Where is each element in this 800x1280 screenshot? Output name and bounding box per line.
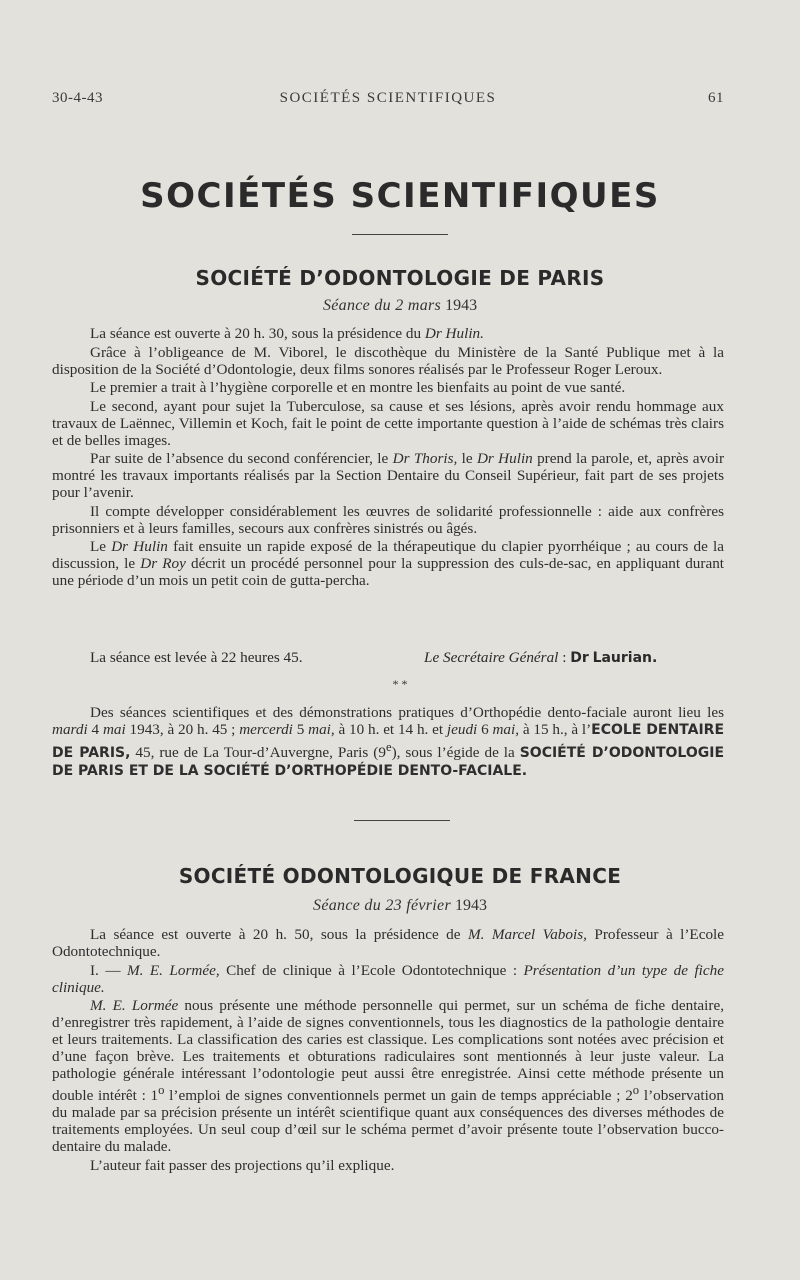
section2-body bbox=[52, 926, 724, 1175]
announcement bbox=[52, 704, 724, 782]
section2-paragraph: L’auteur fait passer des projections qu’il explique. bbox=[90, 1156, 395, 1174]
section2-title: SOCIÉTÉ ODONTOLOGIQUE DE FRANCE bbox=[178, 864, 622, 888]
header-running-title: SOCIÉTÉS SCIENTIFIQUES bbox=[279, 90, 497, 106]
running-header bbox=[52, 90, 724, 112]
section1-seance-year: 1943 bbox=[445, 297, 478, 314]
title-divider bbox=[352, 234, 448, 235]
section1-seance-date bbox=[0, 297, 800, 315]
section-divider bbox=[354, 820, 450, 821]
section1-paragraph: Grâce à l’obligeance de M. Viborel, le discothèque du Ministère de la Santé Publique met à la disposition de la Société d’Odontologie, deux films sonores réalisés par le Professeur Roger Leroux. bbox=[52, 343, 724, 378]
section1-paragraph: Le Dr Hulin fait ensuite un rapide exposé de la thérapeutique du clapier pyorrhéique ; au cours de la discussion, le Dr Roy décrit un procédé personnel pour la suppression des culs-de-sac, en appliquant durant une période d’un mois un petit coin de gutta-percha. bbox=[52, 538, 725, 589]
section2-paragraph: M. E. Lormée nous présente une méthode personnelle qui permet, sur un schéma de fiche dentaire, d’enregistrer très rapidement, à l’aide de signes conventionnels, tous les diagnostics de la pathologie dentaire et leurs traitements. La classification des caries est classique. Les complications sont notées avec précision et d’une façon brève. Les traitements et obturations radiculaires sont mentionnés à leur juste valeur. La pathologie générale intéressant l’odontologie peut aussi être enregistrée. Ainsi cette méthode présente un double intérêt : 1$^o$ l’emploi de signes conventionnels permet un gain de temps appréciable ; 2$^o$ l’observation du malade par sa précision présente un intérêt scientifique quant aux conséquences des diverses méthodes de traitements employées. Un seul coup d’œil sur le schéma permet d’avoir présente toute l’observation bucco-dentaire du malade. bbox=[52, 997, 724, 1156]
section2-seance-label: Séance du 23 février bbox=[313, 897, 451, 914]
section2-seance-date bbox=[0, 897, 800, 915]
section1-body bbox=[52, 325, 724, 591]
signature: Le Secrétaire Général : Dr Laurian. bbox=[424, 649, 658, 666]
societies-names: SOCIÉTÉ D’ODONTOLOGIE DE PARIS ET DE LA SOCIÉTÉ D’ORTHOPÉDIE DENTO-FACIALE. bbox=[52, 745, 725, 780]
section1-paragraph: Le premier a trait à l’hygiène corporelle et en montre les bienfaits au point de vue santé. bbox=[90, 379, 626, 396]
header-date: 30-4-43 bbox=[52, 90, 103, 106]
closing-text: La séance est levée à 22 heures 45. bbox=[90, 649, 303, 666]
announcement-paragraph: Des séances scientifiques et des démonstrations pratiques d’Orthopédie dento-faciale auront lieu les mardi 4 mai 1943, à 20 h. 45 ; mercerdi 5 mai, à 10 h. et 14 h. et jeudi 6 mai, à 15 h., à l’ECOLE DENTAIRE DE PARIS, 45, rue de La Tour-d’Auvergne, Paris (9e), sous l’égide de la SOCIÉTÉ D’ODONTOLOGIE DE PARIS ET DE LA SOCIÉTÉ D’ORTHOPÉDIE DENTO-FACIALE. bbox=[52, 704, 725, 780]
page-title: SOCIÉTÉS SCIENTIFIQUES bbox=[140, 176, 660, 216]
section2-paragraph: I. — M. E. Lormée, Chef de clinique à l’Ecole Odontotechnique : Présentation d’un type de fiche clinique. bbox=[52, 961, 724, 996]
section1-paragraph: Le second, ayant pour sujet la Tuberculose, sa cause et ses lésions, après avoir rendu hommage aux travaux de Laënnec, Villemin et Koch, fait le point de cette importante question à l’aide de schémas très clairs et de belles images. bbox=[52, 397, 724, 449]
section1-title: SOCIÉTÉ D’ODONTOLOGIE DE PARIS bbox=[195, 266, 605, 290]
section2-seance-year: 1943 bbox=[454, 897, 487, 914]
asterism: * * bbox=[392, 677, 408, 691]
section1-paragraph: Il compte développer considérablement les œuvres de solidarité professionnelle : aide aux confrères prisonniers et à leurs familles, secours aux confrères sinistrés ou âgés. bbox=[52, 502, 724, 537]
section1-paragraph: Par suite de l’absence du second conférencier, le Dr Thoris, le Dr Hulin prend la parole, et, après avoir montré les travaux importants réalisés par la Section Dentaire du Conseil Supérieur, fait part de ses projets pour l’avenir. bbox=[52, 450, 725, 501]
section2-paragraph: La séance est ouverte à 20 h. 50, sous la présidence de M. Marcel Vabois, Professeur à l’Ecole Odontotechnique. bbox=[52, 926, 725, 960]
school-name: ECOLE DENTAIRE DE PARIS, bbox=[52, 722, 725, 762]
secretary-name: Laurian. bbox=[592, 650, 658, 666]
section1-seance-label: Séance du 2 mars bbox=[322, 297, 442, 314]
page-number: 61 bbox=[708, 90, 724, 106]
section1-paragraph: La séance est ouverte à 20 h. 30, sous la présidence du Dr Hulin. bbox=[90, 325, 484, 342]
